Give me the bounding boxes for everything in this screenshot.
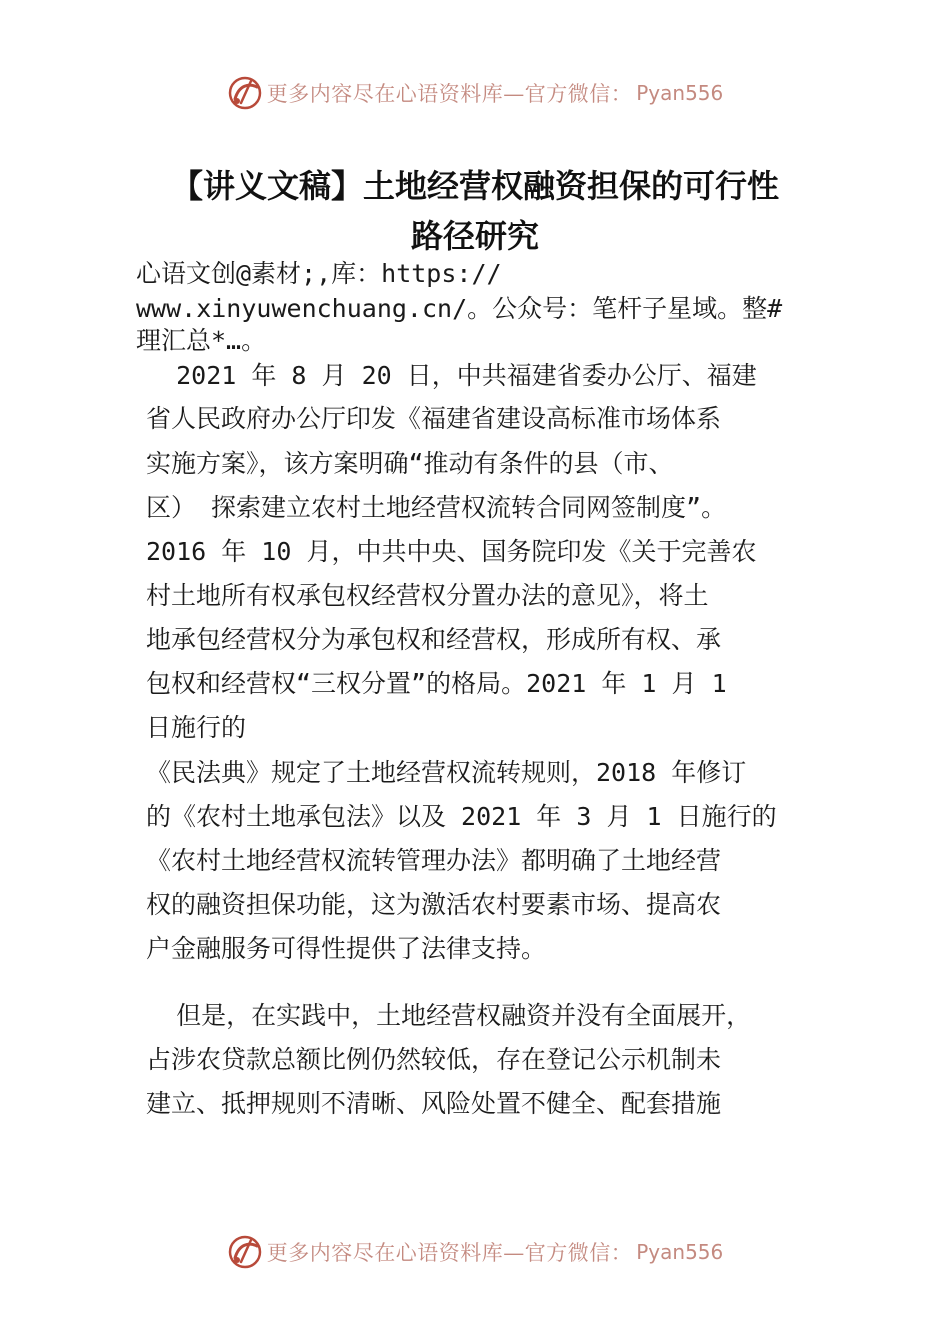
paragraph-line: 实施方案》，该方案明确“推动有条件的县（市、 <box>146 449 674 478</box>
banner-text: 更多内容尽在心语资料库—官方微信： <box>266 1241 633 1265</box>
paragraph-line: 的《农村土地承包法》以及 2021 年 3 月 1 日施行的 <box>146 802 777 831</box>
paragraph-line: 区） 探索建立农村土地经营权流转合同网签制度”。 <box>146 493 727 522</box>
paragraph-line: 但是，在实践中，土地经营权融资并没有全面展开， <box>146 1001 752 1030</box>
header-banner <box>0 73 950 113</box>
paragraph-line: 村土地所有权承包权经营权分置办法的意见》，将土 <box>146 581 709 610</box>
banner-text: 更多内容尽在心语资料库—官方微信： <box>266 82 633 106</box>
source-note-line: www.xinyuwenchuang.cn/。公众号：笔杆子星域。整# <box>136 294 783 323</box>
banner-wechat-id: Pyan556 <box>636 81 724 105</box>
document-title-line-1: 【讲义文稿】土地经营权融资担保的可行性 <box>170 167 779 205</box>
xinyu-logo-icon <box>227 75 263 111</box>
paragraph-line: 《农村土地经营权流转管理办法》都明确了土地经营 <box>146 846 722 875</box>
paragraph-line: 占涉农贷款总额比例仍然较低，存在登记公示机制未 <box>146 1045 722 1074</box>
xinyu-logo-icon <box>227 1234 263 1270</box>
paragraph-line: 2021 年 8 月 20 日，中共福建省委办公厅、福建 <box>146 361 757 390</box>
paragraph-line: 省人民政府办公厅印发《福建省建设高标准市场体系 <box>146 404 722 433</box>
paragraph-line: 日施行的 <box>146 713 247 742</box>
paragraph-line: 权的融资担保功能，这为激活农村要素市场、提高农 <box>146 890 722 919</box>
source-note-line: 理汇总*…。 <box>136 326 267 355</box>
paragraph-line: 户金融服务可得性提供了法律支持。 <box>146 934 547 963</box>
document-title-line-2: 路径研究 <box>410 217 539 255</box>
source-note-line: 心语文创@素材;,库：https:// <box>136 259 502 288</box>
paragraph-line: 包权和经营权“三权分置”的格局。2021 年 1 月 1 <box>146 669 727 698</box>
paragraph-line: 地承包经营权分为承包权和经营权，形成所有权、承 <box>146 625 722 654</box>
footer-banner <box>0 1232 950 1272</box>
paragraph-line: 建立、抵押规则不清晰、风险处置不健全、配套措施 <box>146 1089 722 1118</box>
banner-wechat-id: Pyan556 <box>636 1240 724 1264</box>
paragraph-line: 《民法典》规定了土地经营权流转规则，2018 年修订 <box>146 758 747 787</box>
paragraph-line: 2016 年 10 月，中共中央、国务院印发《关于完善农 <box>146 537 757 566</box>
